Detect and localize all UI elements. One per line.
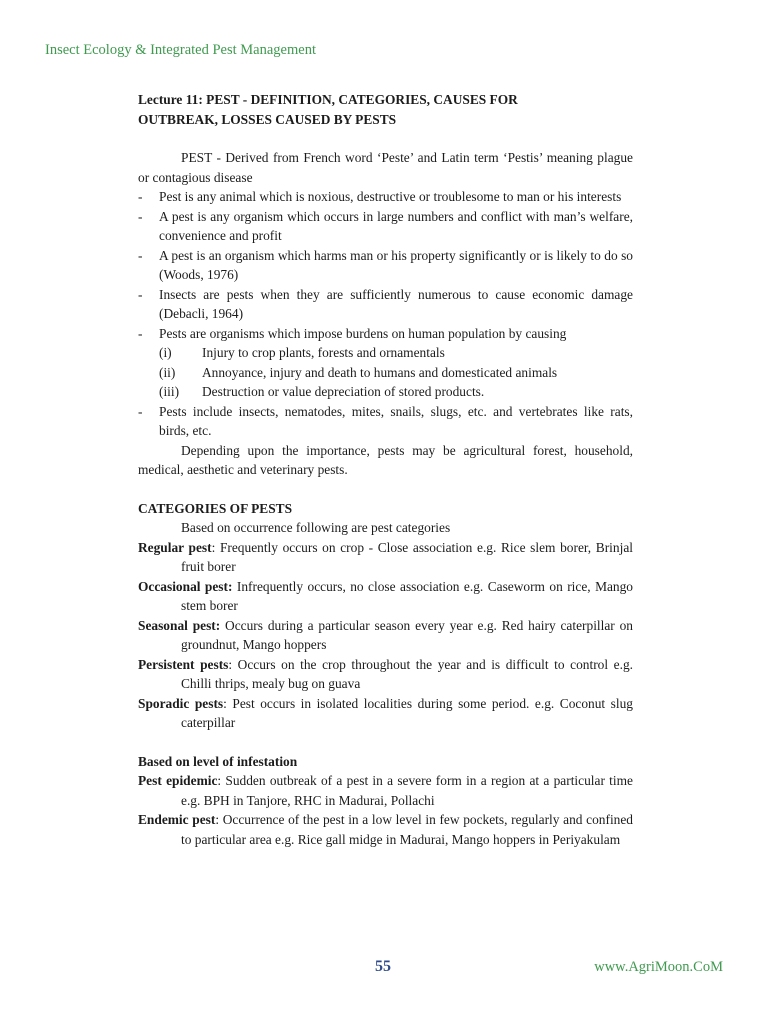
category-text: Frequently occurs on crop - Close association e.g. Rice slem borer, Brinjal fruit borer xyxy=(181,539,633,574)
category-occasional-pest xyxy=(138,577,633,616)
category-term: Occasional pest: xyxy=(138,578,233,594)
definition-item: - A pest is any organism which occurs in large numbers and conflict with man’s welfare, convenience and profit xyxy=(138,207,633,246)
definition-item: - Pest is any animal which is noxious, destructive or troublesome to man or his interests xyxy=(138,187,633,207)
burden-text: Injury to crop plants, forests and ornamentals xyxy=(202,345,445,360)
category-seasonal-pest xyxy=(138,616,633,655)
burden-text: Annoyance, injury and death to humans and domesticated animals xyxy=(202,364,558,380)
definition-item: - Pests are organisms which impose burdens on human population by causing xyxy=(138,324,633,344)
categories-intro: Based on occurrence following are pest categories xyxy=(181,520,451,535)
burden-number: (ii) xyxy=(159,364,176,380)
category-sep: : xyxy=(211,539,216,555)
lecture-title xyxy=(138,90,633,129)
lecture-title-line-1: Lecture 11: PEST - DEFINITION, CATEGORIES, CAUSES FOR xyxy=(138,92,518,107)
pest-intro: PEST - Derived from French word ‘Peste’ and Latin term ‘Pestis’ meaning plague or contagious disease xyxy=(138,150,633,185)
infestation-term: Pest epidemic xyxy=(138,773,218,788)
importance-paragraph: Depending upon the importance, pests may be agricultural forest, household, medical, aesthetic and veterinary pests. xyxy=(138,442,633,477)
website-link[interactable]: www.AgriMoon.CoM xyxy=(594,959,723,975)
burden-item xyxy=(138,382,633,402)
burden-number: (i) xyxy=(159,345,172,360)
category-term: Regular pest xyxy=(138,539,212,555)
infestation-pest-epidemic xyxy=(138,771,633,810)
burden-text: Destruction or value depreciation of stored products. xyxy=(202,384,485,399)
infestation-endemic-pest xyxy=(138,810,633,849)
category-term: Sporadic pests xyxy=(138,695,224,711)
page-number: 55 xyxy=(375,958,391,975)
category-persistent-pests xyxy=(138,655,633,694)
category-text: Occurs on the crop throughout the year and is difficult to control e.g. Chilli thrips, mealy bug on guava xyxy=(181,656,633,691)
category-sporadic-pests xyxy=(138,694,633,733)
category-sep: : xyxy=(223,695,227,711)
categories-heading: CATEGORIES OF PESTS xyxy=(138,500,293,516)
infestation-sep: : xyxy=(215,812,220,827)
infestation-heading: Based on level of infestation xyxy=(138,753,298,769)
infestation-sep: : xyxy=(217,773,222,788)
running-header: Insect Ecology & Integrated Pest Management xyxy=(45,42,316,58)
category-term: Persistent pests xyxy=(138,656,229,672)
lecture-title-line-2: OUTBREAK, LOSSES CAUSED BY PESTS xyxy=(138,111,397,127)
burden-number: (iii) xyxy=(159,384,180,399)
definition-item: - Insects are pests when they are sufficiently numerous to cause economic damage (Debacli, 1964) xyxy=(138,285,633,324)
category-sep: : xyxy=(228,656,233,672)
definition-item: - A pest is an organism which harms man or his property significantly or is likely to do so (Woods, 1976) xyxy=(138,246,633,285)
category-text: Pest occurs in isolated localities during some period. e.g. Coconut slug caterpillar xyxy=(181,695,633,730)
infestation-text: Occurrence of the pest in a low level in few pockets, regularly and confined to particular area e.g. Rice gall midge in Madurai, Mango hoppers in Periyakulam xyxy=(181,812,633,847)
infestation-text: Sudden outbreak of a pest in a severe form in a region at a particular time e.g. BPH in Tanjore, RHC in Madurai, Pollachi xyxy=(181,773,633,808)
category-regular-pest xyxy=(138,538,633,577)
infestation-term: Endemic pest xyxy=(138,812,216,827)
category-text: Occurs during a particular season every year e.g. Red hairy caterpillar on groundnut, Mango hoppers xyxy=(181,617,633,652)
category-text: Infrequently occurs, no close association e.g. Caseworm on rice, Mango stem borer xyxy=(181,578,634,613)
pests-include-item: - Pests include insects, nematodes, mites, snails, slugs, etc. and vertebrates like rats, birds, etc. xyxy=(138,402,633,441)
category-term: Seasonal pest: xyxy=(138,617,221,633)
page-content xyxy=(138,90,633,849)
burden-item xyxy=(138,363,633,383)
burden-item xyxy=(138,343,633,363)
